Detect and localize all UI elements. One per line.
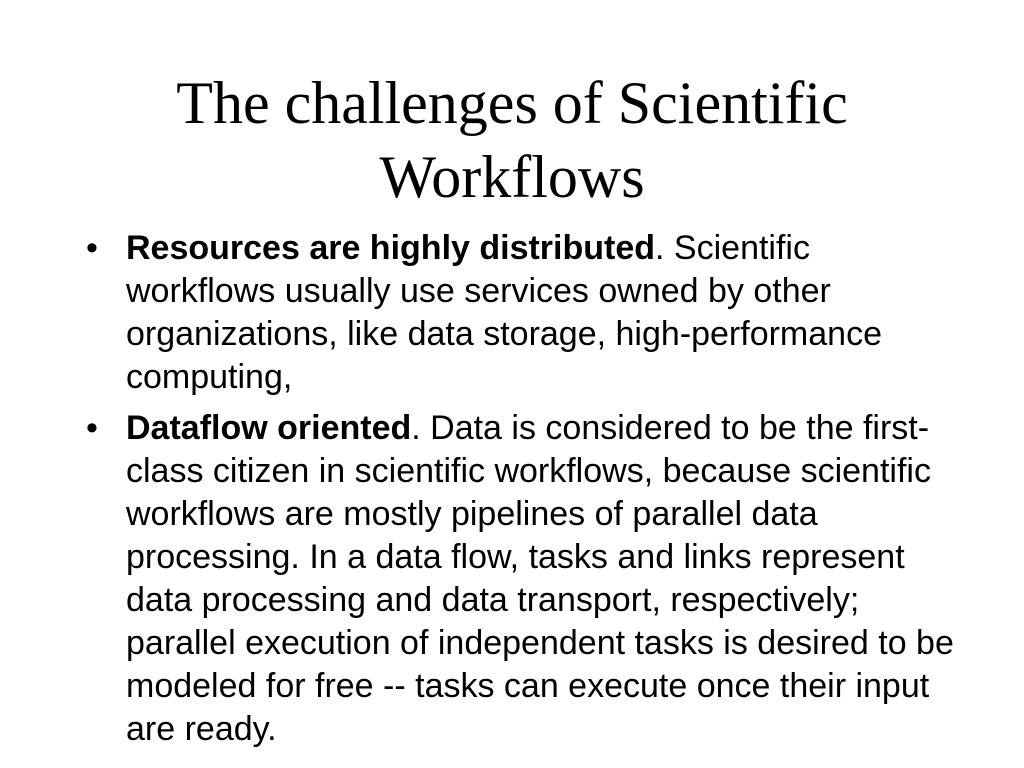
bullet-icon: •	[86, 229, 98, 267]
bullet-icon: •	[86, 409, 98, 447]
bullet-text	[126, 227, 956, 399]
bullet-list	[86, 227, 956, 759]
bullet-lead: Resources are highly distributed	[126, 229, 656, 267]
bullet-item-dataflow	[86, 407, 956, 751]
bullet-text	[126, 407, 956, 751]
bullet-lead: Dataflow oriented	[126, 409, 412, 447]
bullet-body: . Scientific workflows usually use services owned by other organizations, like data storage, high-performance computing,	[126, 229, 882, 396]
bullet-item-resources	[86, 227, 956, 399]
slide-title-line-1: The challenges of Scientific	[176, 70, 848, 136]
bullet-body: . Data is considered to be the first-class citizen in scientific workflows, because scientific workflows are mostly pipelines of parallel data processing. In a data flow, tasks and links represent data processing and data transport, respectively; parallel execution of independent tasks is desired to be modeled for free -- tasks can execute once their input are ready.	[126, 409, 954, 748]
slide-title	[80, 66, 944, 214]
slide-title-line-2: Workflows	[379, 144, 645, 210]
